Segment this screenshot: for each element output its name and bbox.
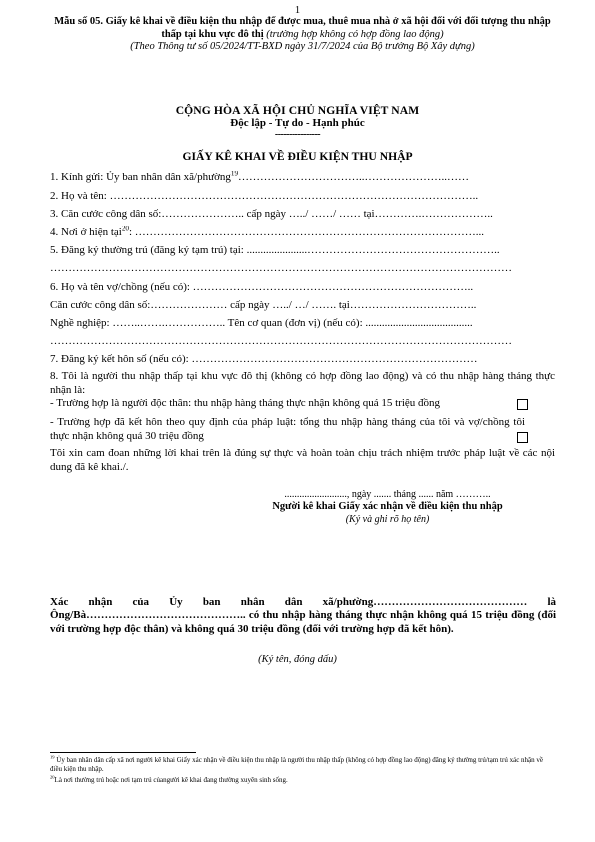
field-spouse-cont[interactable]: ……………………………………………………………………………………………………………… <box>50 335 512 347</box>
footnote-19-marker: 19 <box>50 754 55 760</box>
field-recipient-dots: ……………………………..…………………..…… <box>238 171 470 183</box>
field-permanent-residence-cont[interactable]: ……………………………………………………………………………………………………………… <box>50 262 512 274</box>
field-current-address-label: 4. Nơi ở hiện tại <box>50 226 122 238</box>
form-header <box>50 16 555 54</box>
option-married-label: - Trường hợp đã kết hôn theo quy định của pháp luật: tổng thu nhập hàng tháng của tôi và vợ/chồng tôi thực nhận không quá 30 triệu đồng <box>50 416 525 442</box>
national-name: CỘNG HÒA XÃ HỘI CHỦ NGHĨA VIỆT NAM <box>175 104 420 117</box>
declarant-date-line[interactable]: ........................., ngày ....... tháng ...... năm ……….. <box>284 489 491 500</box>
field-spouse-id[interactable]: Căn cước công dân số:………………… cấp ngày …../ …/ ……. tại…………………………….. <box>50 299 477 311</box>
commitment-statement: Tôi xin cam đoan những lời khai trên là đúng sự thực và hoàn toàn chịu trách nhiệm trước pháp luật về các nội dung đã kê khai./. <box>50 447 555 473</box>
footnote-ref-20: 20 <box>121 226 129 233</box>
footnote-19 <box>50 756 556 774</box>
authority-sign-note: (Ký tên, đóng dấu) <box>258 654 337 665</box>
option-single-checkbox[interactable] <box>517 399 528 410</box>
field-recipient[interactable] <box>50 171 555 183</box>
field-spouse-name[interactable]: 6. Họ và tên vợ/chồng (nếu có): ………………………………………………………………….. <box>50 281 474 293</box>
field-marriage-registration[interactable]: 7. Đăng ký kết hôn số (nếu có): …………………………………………………………………… <box>50 353 478 365</box>
document-title: GIẤY KÊ KHAI VỀ ĐIỀU KIỆN THU NHẬP <box>182 150 413 163</box>
field-citizen-id[interactable]: 3. Căn cước công dân số:………………….. cấp ngày …../ ……/ …… tại………….……………….. <box>50 208 493 220</box>
page-number: 1 <box>294 5 301 16</box>
footnote-19-text: Ủy ban nhân dân cấp xã nơi người kê khai Giấy xác nhận về điều kiện thu nhập là người thu nhập thấp (không có hợp đồng lao động) đăng ký thường trú/tạm trú xác nhận về điều kiện thu nhập. <box>50 756 544 773</box>
form-case-note: (trường hợp không có hợp đồng lao động) <box>266 28 444 40</box>
footnote-20-text: Là nơi thường trú hoặc nơi tạm trú củangười kê khai đang thường xuyên sinh sống. <box>54 776 288 784</box>
footnote-20-marker: 20 <box>50 774 55 780</box>
option-married-checkbox[interactable] <box>517 432 528 443</box>
field-full-name[interactable]: 2. Họ và tên: ……………………………………………………………………………………….. <box>50 190 479 202</box>
motto-separator: ---------------- <box>274 129 321 140</box>
field-recipient-label: 1. Kính gửi: Ủy ban nhân dân xã/phường <box>50 171 231 183</box>
income-statement: 8. Tôi là người thu nhập thấp tại khu vực đô thị (không có hợp đồng lao động) và có thu nhập hàng tháng thực nhận là: <box>50 370 555 396</box>
footnote-divider <box>50 752 196 753</box>
field-permanent-residence[interactable]: 5. Đăng ký thường trú (đăng ký tạm trú) tại: ......................…………………………………………….. <box>50 244 500 256</box>
form-title: Mẫu số 05. Giấy kê khai về điều kiện thu nhập để được mua, thuê mua nhà ở xã hội đối với đối tượng thu nhập thấp tại khu vực đô thị <box>54 16 551 40</box>
field-current-address-dots: : …………………………………………………………………………………... <box>128 226 485 238</box>
field-spouse-occupation[interactable]: Nghề nghiệp: ……..…….…………….. Tên cơ quan (đơn vị) (nếu có): ....................................... <box>50 317 473 329</box>
footnote-20 <box>50 776 556 785</box>
footnote-ref-19: 19 <box>230 171 239 178</box>
option-single-label: - Trường hợp là người độc thân: thu nhập hàng tháng thực nhận không quá 15 triệu đồng <box>50 397 441 409</box>
declarant-sign-note: (Ký và ghi rõ họ tên) <box>345 514 430 525</box>
field-current-address[interactable] <box>50 226 555 238</box>
legal-basis: (Theo Thông tư số 05/2024/TT-BXD ngày 31/7/2024 của Bộ trưởng Bộ Xây dựng) <box>130 41 475 53</box>
national-motto: Độc lập - Tự do - Hạnh phúc <box>230 117 365 129</box>
authority-confirmation: Xác nhận của Ủy ban nhân dân xã/phường…………………………………… là Ông/Bà…………………………………….. có thu nhập hàng tháng thực nhận không quá 15 triệu đồng (đối với trường hợp độc thân) và không quá 30 triệu đồng (đối với trường hợp đã kết hôn). <box>50 596 556 635</box>
declarant-title: Người kê khai Giấy xác nhận về điều kiện thu nhập <box>272 501 503 512</box>
